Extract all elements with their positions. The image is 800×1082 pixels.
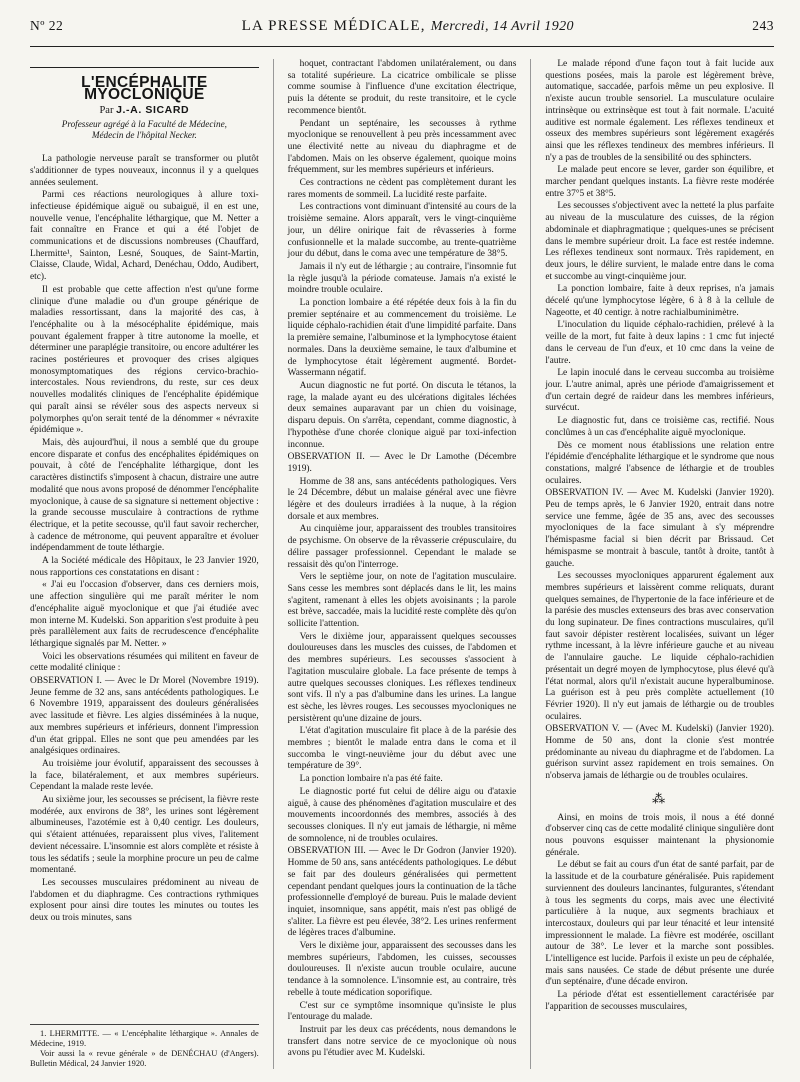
article-columns [30, 59, 774, 1069]
paragraph: La période d'état est essentiellement caractérisée par l'apparition de secousses musculaires, [545, 990, 774, 1012]
paragraph: La ponction lombaire, faite à deux reprises, n'a jamais décelé qu'une lymphocytose légère, 6 à 8 à la cellule de Nageotte, et 40 centigr. à notre rachialbuminimètre. [545, 284, 774, 318]
paragraph: Au sixième jour, les secousses se précisent, la fièvre reste modérée, aux environs de 38°, les urines sont légèrement albumineuses, l'azotémie est à 0,40 centigr. Les douleurs, qui s'étaient atténuées, reparaissent plus vives, l'alitement devient nécessaire. L'insomnie est alors complète et résiste à tous les sédatifs ; seule la morphine procure un peu de calme momentané. [30, 795, 259, 876]
paragraph: Instruit par les deux cas précédents, nous demandons le transfert dans notre service de ce myoclonique où nous avons pu l'étudier avec M. Kudelski. [287, 1024, 517, 1059]
issue-number: Nº 22 [30, 18, 64, 33]
column-1 [30, 59, 259, 1069]
paragraph: Au troisième jour évolutif, apparaissent des secousses à la face, bilatéralement, et aux membres supérieurs. Cependant la malade reste levée. [30, 758, 259, 793]
issue-date: Mercredi, 14 Avril 1920 [430, 19, 574, 34]
paragraph: Le malade répond d'une façon tout à fait lucide aux questions posées, mais la parole est légèrement brève, automatique, saccadée, parfois même un peu explosive. Il n'existe aucun trouble sensoriel. La musculature oculaire intrinsèque ou extrinsèque est tout à fait normale. L'acuité auditive est normale également. Les réflexes tendineux et osseux des membres supérieurs sont légèrement exagérés ainsi que les réflexes tendineux des membres inférieurs. Il n'y a pas de troubles de la sensibilité ou des sphincters. [545, 59, 774, 163]
paragraph: A la Société médicale des Hôpitaux, le 23 Janvier 1920, nous rapportions ces constatations en disant : [30, 556, 259, 578]
paragraph: OBSERVATION III. — Avec le Dr Godron (Janvier 1920). Homme de 50 ans, sans antécédents pathologiques. Le début se fait par des douleurs généralisées qui permettent cependant pendant quelques jours la continuation de la tâche professionnelle d'employé de bureau. Puis le malade devient inquiet, insomnique, sans appétit, mais n'est pas obligé de s'aliter. La fièvre est peu élevée, 38°2. Les urines renferment de légères traces d'albumine. [287, 846, 517, 939]
section-separator: ⁂ [652, 790, 668, 806]
paragraph: C'est sur ce symptôme insomnique qu'insiste le plus l'entourage du malade. [287, 1000, 517, 1023]
paragraph: Mais, dès aujourd'hui, il nous a semblé que du groupe encore disparate et confus des encéphalites épidémiques on pouvait, à côté de l'encéphalite léthargique, dont les caractères distinctifs s'imposent à chacun, distraire une autre modalité que nous avons proposé de dénommer l'encéphalite myoclonique, à cause de sa signature si nettement objective : la grande secousse musculaire à contractions de rythme électrique, et la petite secousse, qu'il faut savoir rechercher, à cadence de métronome, qui peuvent apparaître et évoluer indépendamment de toute léthargie. [30, 437, 259, 554]
article-title: L'ENCÉPHALITE MYOCLONIQUE [30, 67, 259, 100]
column-2-body [288, 59, 517, 1060]
paragraph: L'inoculation du liquide céphalo-rachidien, prélevé à la veille de la mort, fut faite à deux lapins : 1 cmc fut injecté dans le cerveau de l'un d'eux, et 10 cmc dans la veine de l'autre. [545, 320, 774, 366]
paragraph: L'état d'agitation musculaire fit place à de la parésie des membres ; bientôt le malade entra dans le coma et il succomba le vingt-neuvième jour du début avec une température de 39°. [287, 726, 517, 772]
paragraph: OBSERVATION V. — (Avec M. Kudelski) (Janvier 1920). Homme de 50 ans, dont la clonie s'est montrée prédominante au niveau du diaphragme et de l'abdomen. La guérison survint assez rapidement en trois semaines. On n'observa jamais de léthargie ou de troubles oculaires. [545, 724, 774, 782]
paragraph: Vers le dixième jour, apparaissent quelques secousses douloureuses dans les muscles des cuisses, de l'abdomen et des membres supérieurs. Les secousses s'associent à l'agitation musculaire globale. La face présente de temps à autre quelques secousses cloniques. Les réflexes tendineux sont vifs. Il n'y a pas d'albumine dans les urines. La langue est sèche, les lèvres rouges. Les secousses myocloniques ne persistèrent qu'une dizaine de jours. [287, 631, 517, 724]
paragraph: La ponction lombaire n'a pas été faite. [299, 774, 443, 785]
paragraph: Le malade peut encore se lever, garder son équilibre, et marcher pendant quelques instants. La fièvre reste modérée entre 37°5 et 38°5. [545, 165, 774, 199]
author-affiliation [30, 119, 259, 140]
paragraph: Ces contractions ne cèdent pas complètement durant les rares moments de sommeil. La lucidité reste parfaite. [287, 178, 517, 200]
byline [30, 105, 259, 117]
journal-masthead [242, 18, 574, 35]
page-number: 243 [752, 18, 774, 33]
byline-prefix: Par [99, 105, 114, 117]
affiliation-line-2: Médecin de l'hôpital Necker. [91, 129, 197, 140]
column-rule [273, 59, 274, 1069]
journal-name: LA PRESSE MÉDICALE, [241, 18, 426, 34]
paragraph: Parmi ces réactions neurologiques à allure toxi-infectieuse épidémique aiguë ou subaiguë, il en est une, nouvelle venue, l'encéphalite léthargique, que M. Netter a fait connaître en France et qui a été l'objet de communications et de discussions nombreuses (Chauffard, Lhermitte¹, Sainton, Lesné, Souques, de Saint-Martin, Claisse, Claude, Widal, Achard, Denéchau, Oddo, Audibert, etc). [30, 190, 259, 283]
column-rule [530, 59, 531, 1069]
paragraph: Le début se fait au cours d'un état de santé parfait, par de la lassitude et de la courbature généralisée. Puis rapidement surviennent des douleurs lancinantes, fulgurantes, s'étendant à tous les segments du corps, mais avec une électivité particulière à la nuque, aux segments brachiaux et intercostaux, douleurs qui par leur ténacité et leur intensité impressionnent le malade. La fièvre est modérée, oscillant autour de 38°. Le lever et la marche sont possibles. L'intelligence est lucide. Parfois il existe un peu de céphalée, mais sans nausées. Ce stade de début présente une durée d'un septénaire, d'une décade environ. [545, 860, 774, 988]
paragraph: Vers le dixième jour, apparaissent des secousses dans les membres supérieurs, l'abdomen, les cuisses, secousses douloureuses. Il n'existe aucun trouble oculaire, aucune tendance à la somnolence. L'insomnie est, au contraire, très rebelle à toute médication soporifique. [287, 941, 517, 998]
paragraph: Il est probable que cette affection n'est qu'une forme clinique d'une maladie ou d'un groupe générique de maladies ressortissant, dans la majorité des cas, à l'encéphalite ou à la mésocéphalite épidémique, mais pouvant également frapper à titre autonome la moelle, et déterminer une paraplégie transitoire, ou encore adultérer les racines postérieures et provoquer des crises algiques monosymptomatiques des régions cervico-brachio-intercostales. Nous reviendrons, du reste, sur ces deux nouvelles modalités cliniques de l'encéphalite épidémique qui paraît ainsi se révéler sous des aspects nerveux si polymorphes qu'on serait tenté de la dénommer « névraxite épidémique ». [30, 284, 259, 436]
column-3-body [545, 59, 774, 1014]
paragraph: hoquet, contractant l'abdomen unilatéralement, ou dans sa totalité supérieure. La cicatrice ombilicale se plisse comme soumise à l'influence d'une excitation électrique, puis la détente se produit, du reste transitoire, et le cycle recommence bientôt. [287, 59, 517, 116]
paragraph: Voici les observations résumées qui militent en faveur de cette modalité clinique : [30, 651, 259, 674]
paragraph: Jamais il n'y eut de léthargie ; au contraire, l'insomnie fut la règle jusqu'à la période comateuse. Jamais n'a existé le moindre trouble oculaire. [287, 261, 517, 296]
footnote-2: Voir aussi la « revue générale » de DENÉCHAU (d'Angers). Bulletin Médical, 24 Janvier 1920. [30, 1049, 259, 1068]
paragraph: La ponction lombaire a été répétée deux fois à la fin du premier septénaire et au commencement du troisième. Le liquide céphalo-rachidien était d'une limpidité parfaite. Dans la première semaine, l'albuminose et la lymphocytose étaient normales. Dans la deuxième semaine, le taux d'albumine et de lymphocytose était légèrement augmenté. Bordet-Wassermann négatif. [287, 298, 517, 379]
paragraph: OBSERVATION II. — Avec le Dr Lamothe (Décembre 1919). [287, 452, 517, 474]
paragraph: Vers le septième jour, on note de l'agitation musculaire. Sans cesse les membres sont déplacés dans le lit, les mains s'agitent, ramenant à elles les objets avoisinants ; la parole est brève, saccadée, mais la lucidité reste complète dès qu'on sollicite l'attention. [287, 572, 517, 630]
paragraph: La pathologie nerveuse paraît se transformer ou plutôt s'additionner de types nouveaux, inconnus il y a quelques années seulement. [30, 154, 259, 188]
paragraph: Les secousses s'objectivent avec la netteté la plus parfaite au niveau de la musculature des cuisses, de la région abdominale et diaphragmatique ; quelques-unes se précisent dans le membre supérieur droit. La face est restée indemne. Les réflexes tendineux sont normaux. Très rapidement, en deux jours, le délire survient, le malade entre dans le coma et succombe au vingt-cinquième jour. [545, 201, 774, 282]
column-1-body [30, 154, 259, 925]
paragraph: Le diagnostic fut, dans ce troisième cas, rectifié. Nous conclûmes à un cas d'encéphalite aiguë myoclonique. [545, 416, 774, 438]
paragraph: Le diagnostic porté fut celui de délire aigu ou d'ataxie aiguë, à cause des phénomènes d'agitation musculaire et des mouvements incoordonnés des membres, associés à des secousses cloniques. Il n'y eut jamais de léthargie, ni même de somnolence, ni de troubles oculaires. [287, 786, 517, 844]
footnote-1: 1. LHERMITTE. — « L'encéphalite léthargique ». Annales de Médecine, 1919. [30, 1029, 259, 1048]
paragraph: Le lapin inoculé dans le cerveau succomba au troisième jour. L'autre animal, après une période d'amaigrissement et d'un certain degré de raideur dans les membres inférieurs, survécut. [545, 368, 774, 414]
author-name: J.-A. SICARD [116, 104, 190, 117]
paragraph: Les contractions vont diminuant d'intensité au cours de la troisième semaine. Alors apparaît, vers le vingt-cinquième jour, un délire onirique fait de rêvasseries à forme confusionnelle et la malade succombe, au trente-quatrième jour du début, dans le coma avec une température de 38°5. [287, 202, 517, 260]
paragraph: « J'ai eu l'occasion d'observer, dans ces derniers mois, une affection singulière qui me paraît mériter le nom d'encéphalite aiguë myoclonique et que j'ai étudiée avec mon interne M. Kudelski. Son apparition s'est produite à peu près parallèlement aux faits de recrudescence d'encéphalite léthargique signalés par M. Netter. » [30, 580, 259, 649]
paragraph: OBSERVATION I. — Avec le Dr Morel (Novembre 1919). Jeune femme de 32 ans, sans antécédents pathologiques. Le 6 Novembre 1919, apparaissent des douleurs généralisées avec lassitude et fièvre. Les algies disséminées à la nuque, aux membres supérieurs et inférieurs, donnent l'impression d'un état grippal. Elles ne sont que peu amendées par les analgésiques ordinaires. [30, 676, 259, 757]
paragraph: Dès ce moment nous établissions une relation entre l'épidémie d'encéphalite léthargique et le syndrome que nous constations, malgré l'absence de léthargie et de troubles oculaires. [545, 440, 774, 486]
paragraph: Ainsi, en moins de trois mois, il nous a été donné d'observer cinq cas de cette modalité clinique singulière dont nous pouvons esquisser maintenant la physionomie générale. [545, 812, 775, 858]
paragraph: Les secousses myocloniques apparurent également aux membres supérieurs et laissèrent comme reliquats, durant quelques semaines, de l'hypertonie de la face inférieure et de la parésie des muscles extenseurs des bras avec conservation du long supinateur. De fines contractions musculaires, qu'il faut savoir dépister restèrent localisées, suivant un léger rythme incessant, à la lèvre inférieure gauche et au niveau de l'annulaire gauche. Le liquide céphalo-rachidien présentait un degré moyen de lymphocytose, plus élevé qu'à l'état normal, alors qu'il n'existait aucune hyperalbuminose. La guérison est à peu près complète actuellement (10 Février 1920). Il n'y eut jamais de léthargie ou de troubles oculaires. [545, 571, 774, 722]
running-head [30, 18, 774, 42]
column-3 [545, 59, 774, 1069]
paragraph: OBSERVATION IV. — Avec M. Kudelski (Janvier 1920). Peu de temps après, le 6 Janvier 1920, entrait dans notre service une femme, âgée de 35 ans, avec des secousses myocloniques de la face simulant à s'y méprendre l'hémispasme facial si bien décrit par Brissaud. Cet hémispasme se montrait à bascule, tantôt à droite, tantôt à gauche. [545, 488, 774, 569]
paragraph: Homme de 38 ans, sans antécédents pathologiques. Vers le 24 Décembre, début un malaise général avec une fièvre légère et des douleurs irradiées à la nuque, à la région dorsale et aux membres. [287, 476, 517, 522]
column-2 [288, 59, 517, 1069]
affiliation-line-1: Professeur agrégé à la Faculté de Médecine, [61, 119, 227, 130]
paragraph: Les secousses musculaires prédominent au niveau de l'abdomen et du diaphragme. Ces contractions rythmiques explosent pour ainsi dire toutes les minutes ou toutes les deux ou trois minutes, sans [30, 878, 259, 924]
footnotes [30, 1024, 259, 1069]
header-rule [30, 46, 774, 47]
paragraph: Pendant un septénaire, les secousses à rythme myoclonique se renouvellent à peu près incessamment avec une électivité nette au niveau du diaphragme et de l'abdomen. Mais on les observe également, quoique moins fréquemment, sur les membres supérieurs et inférieurs. [287, 118, 517, 176]
paragraph: Au cinquième jour, apparaissent des troubles transitoires de psychisme. On observe de la rêvasserie crépusculaire, du délire passager professionnel. Cependant le malade se ressaisit dès qu'on l'interroge. [287, 524, 517, 570]
paragraph: Aucun diagnostic ne fut porté. On discuta le tétanos, la rage, la malade ayant eu des ulcérations digitales léchées deux semaines auparavant par un chien du voisinage, disparu depuis. On s'arrêta, cependant, comme diagnostic, à l'hypothèse d'une chorée clonique aiguë par toxi-infection inconnue. [287, 380, 517, 450]
